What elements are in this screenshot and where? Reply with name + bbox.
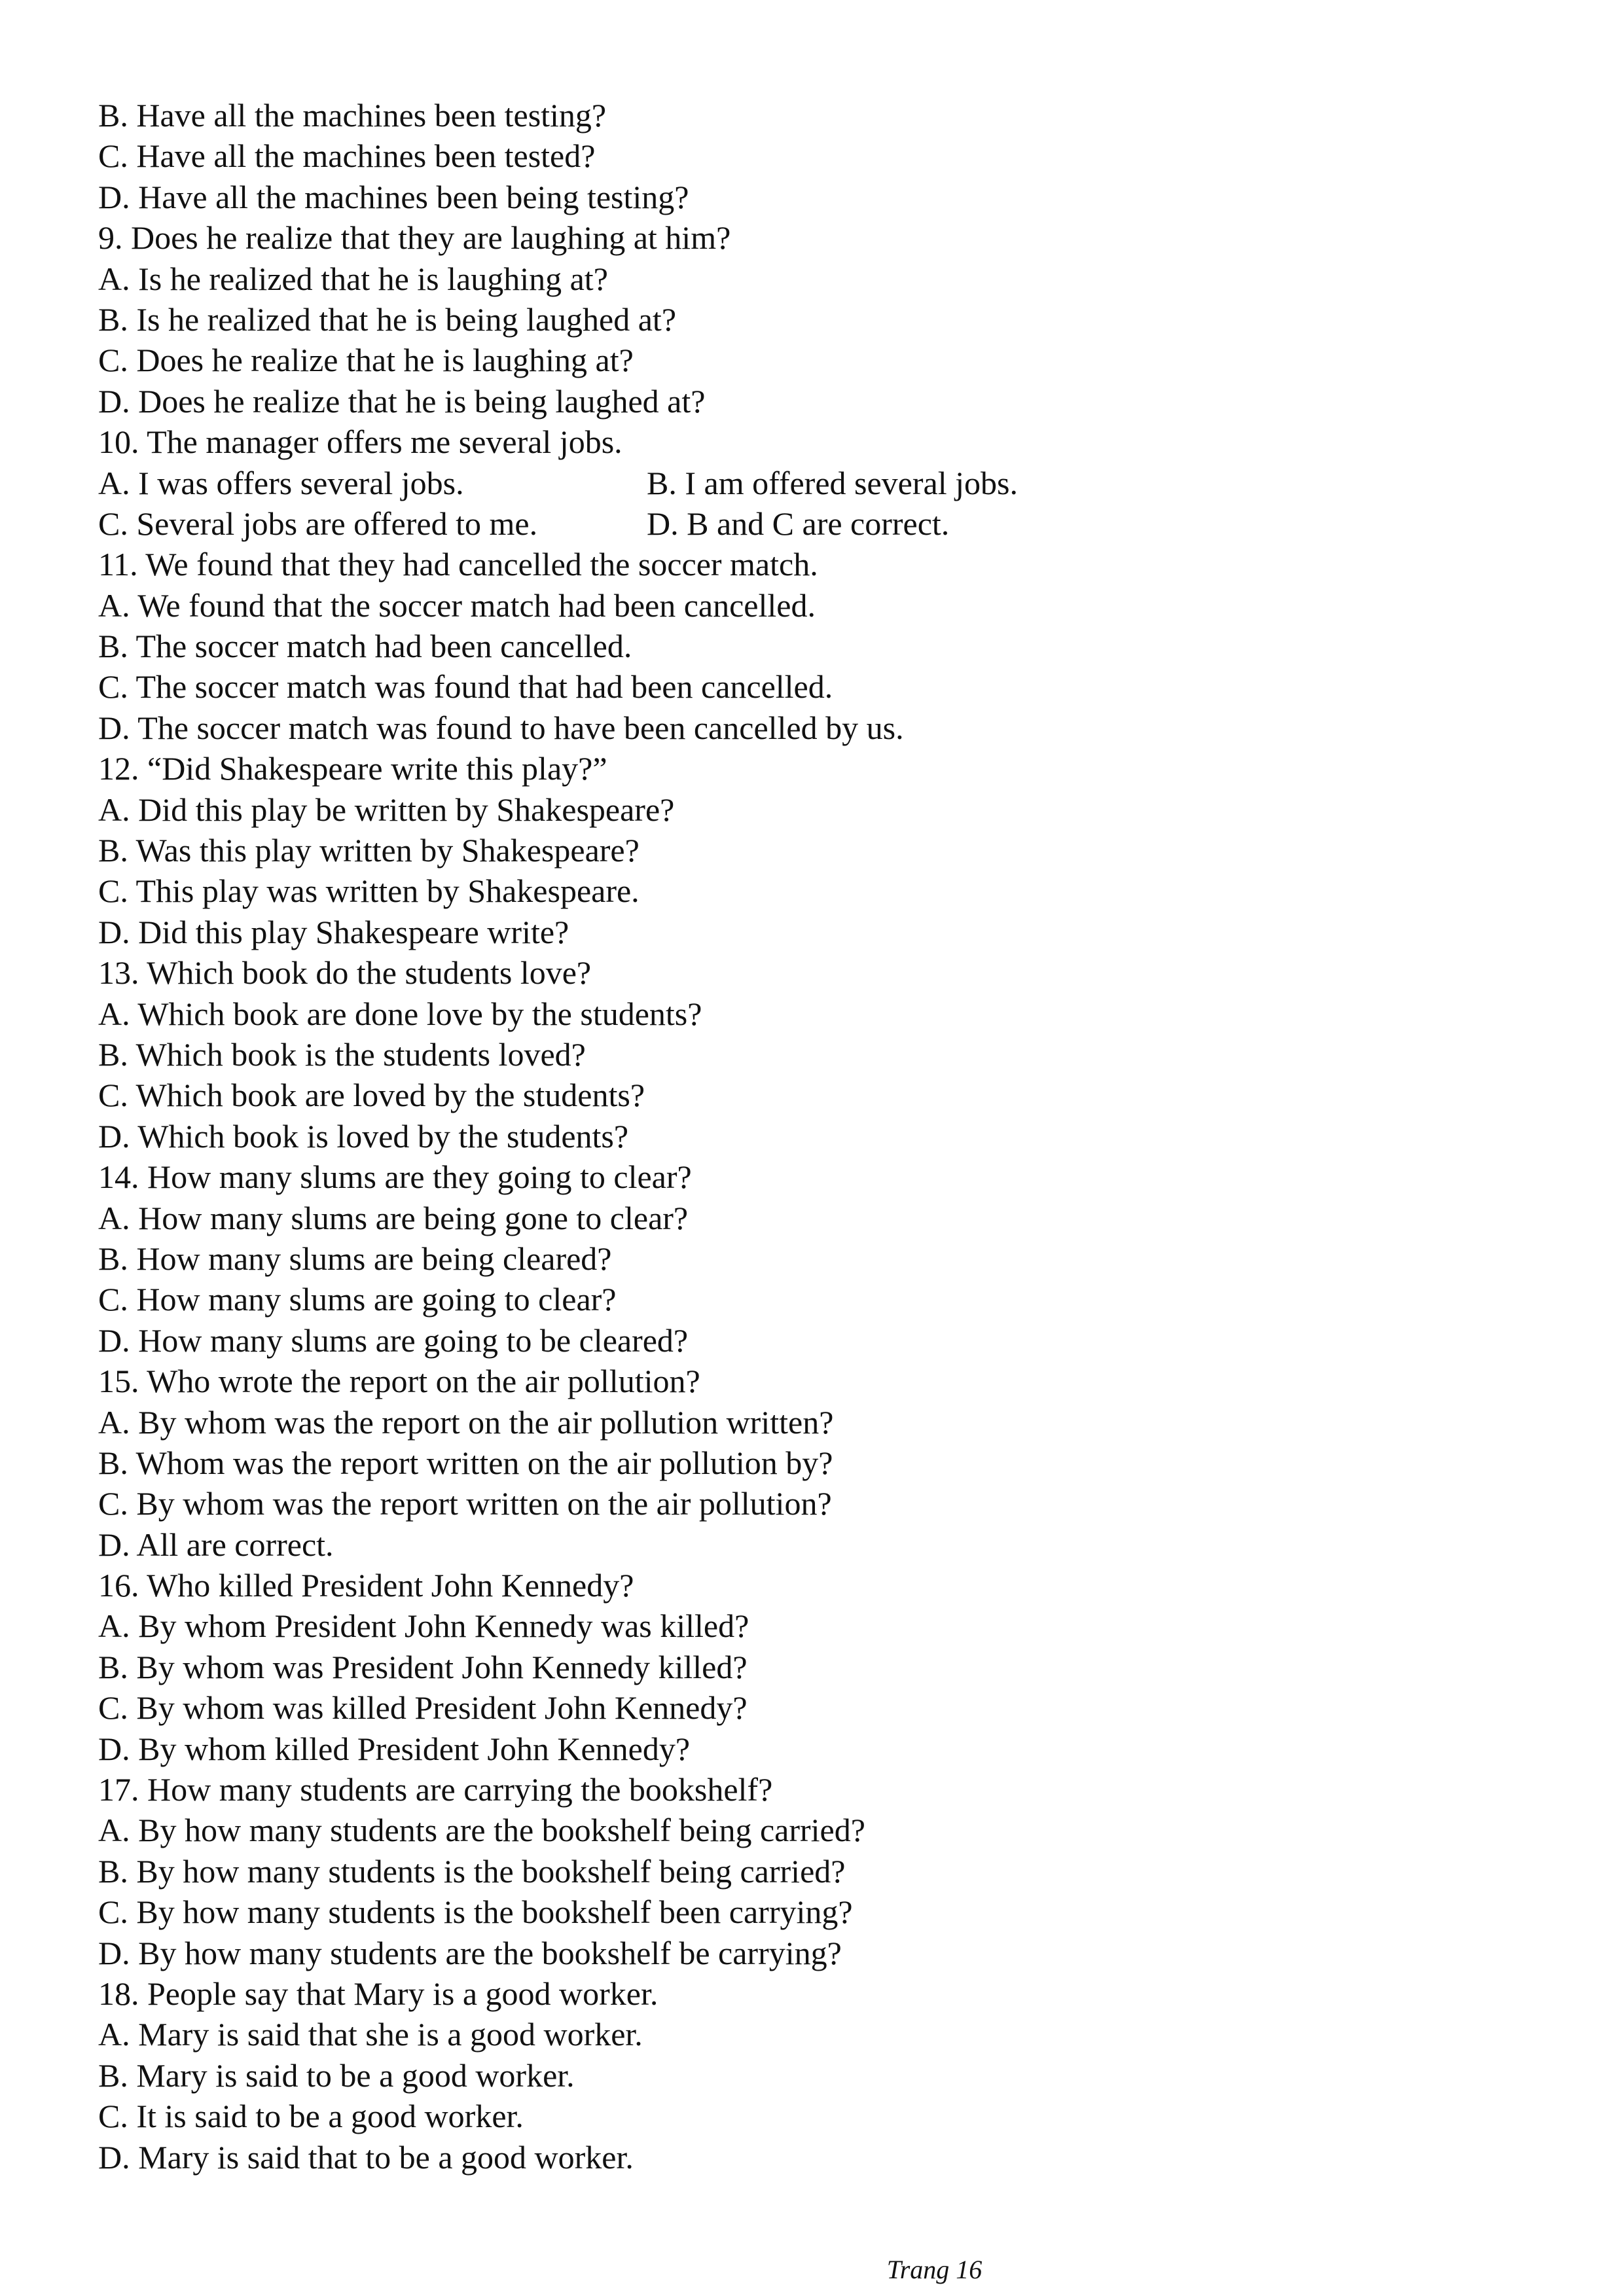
text-line: A. By whom President John Kennedy was killed?: [98, 1607, 749, 1645]
text-line: D. By whom killed President John Kennedy?: [98, 1730, 691, 1767]
text-line: B. Have all the machines been testing?: [98, 97, 607, 134]
text-line: A. Mary is said that she is a good worker.: [98, 2016, 643, 2053]
option-left: C. Several jobs are offered to me.: [98, 505, 538, 542]
text-line: A. We found that the soccer match had been cancelled.: [98, 586, 816, 624]
text-line: C. Does he realize that he is laughing at?: [98, 342, 634, 379]
text-line: D. The soccer match was found to have been cancelled by us.: [98, 709, 904, 746]
text-line: C. By whom was killed President John Kennedy?: [98, 1689, 748, 1727]
text-line: B. By how many students is the bookshelf being carried?: [98, 1852, 846, 1890]
text-line: C. This play was written by Shakespeare.: [98, 872, 640, 910]
text-line: B. Is he realized that he is being laughed at?: [98, 300, 677, 338]
text-line: A. Is he realized that he is laughing at?: [98, 260, 608, 297]
option-left: A. I was offers several jobs.: [98, 464, 464, 501]
question-line: 15. Who wrote the report on the air pollution?: [98, 1363, 700, 1400]
question-line: 18. People say that Mary is a good worker.: [98, 1975, 659, 2012]
text-line: B. Was this play written by Shakespeare?: [98, 832, 640, 869]
text-line: C. How many slums are going to clear?: [98, 1281, 617, 1318]
text-line: C. By how many students is the bookshelf been carrying?: [98, 1893, 853, 1931]
text-line: A. By how many students are the bookshelf being carried?: [98, 1812, 865, 1849]
text-line: D. Did this play Shakespeare write?: [98, 913, 569, 950]
text-line: D. Which book is loved by the students?: [98, 1117, 629, 1155]
text-line: C. Have all the machines been tested?: [98, 137, 596, 175]
text-line: A. Which book are done love by the students?: [98, 995, 702, 1032]
text-line: C. Which book are loved by the students?: [98, 1077, 645, 1114]
text-line: D. How many slums are going to be cleared?: [98, 1321, 689, 1359]
option-right: B. I am offered several jobs.: [647, 464, 1018, 501]
text-line: B. The soccer match had been cancelled.: [98, 628, 632, 665]
text-line: C. The soccer match was found that had been cancelled.: [98, 668, 833, 706]
text-line: D. Mary is said that to be a good worker.: [98, 2138, 634, 2176]
text-line: C. It is said to be a good worker.: [98, 2098, 524, 2135]
text-line: D. Does he realize that he is being laughed at?: [98, 382, 706, 420]
question-line: 10. The manager offers me several jobs.: [98, 423, 623, 461]
two-column-options-row: [98, 463, 1538, 503]
text-line: B. How many slums are being cleared?: [98, 1240, 612, 1277]
question-line: 9. Does he realize that they are laughing at him?: [98, 219, 731, 257]
text-line: D. Have all the machines been being testing?: [98, 178, 689, 215]
question-line: 17. How many students are carrying the bookshelf?: [98, 1771, 773, 1808]
text-line: B. By whom was President John Kennedy killed?: [98, 1648, 748, 1685]
text-line: B. Which book is the students loved?: [98, 1035, 586, 1073]
text-line: D. By how many students are the bookshelf be carrying?: [98, 1934, 842, 1971]
page-content: [98, 95, 1538, 2178]
question-line: 14. How many slums are they going to clear?: [98, 1158, 692, 1196]
text-line: A. Did this play be written by Shakespeare?: [98, 791, 675, 828]
question-line: 12. “Did Shakespeare write this play?”: [98, 750, 607, 787]
question-line: 13. Which book do the students love?: [98, 954, 592, 992]
page-footer: [0, 2257, 1624, 2283]
text-line: A. By whom was the report on the air pollution written?: [98, 1403, 834, 1441]
question-line: 16. Who killed President John Kennedy?: [98, 1567, 634, 1604]
text-line: A. How many slums are being gone to clear?: [98, 1199, 689, 1236]
text-line: B. Mary is said to be a good worker.: [98, 2056, 575, 2094]
option-right: D. B and C are correct.: [647, 505, 950, 542]
text-line: C. By whom was the report written on the air pollution?: [98, 1485, 832, 1522]
question-line: 11. We found that they had cancelled the soccer match.: [98, 546, 818, 583]
two-column-options-row: [98, 503, 1538, 544]
page-number: Trang 16: [886, 2255, 983, 2284]
text-line: B. Whom was the report written on the air pollution by?: [98, 1444, 833, 1481]
text-line: D. All are correct.: [98, 1526, 334, 1563]
